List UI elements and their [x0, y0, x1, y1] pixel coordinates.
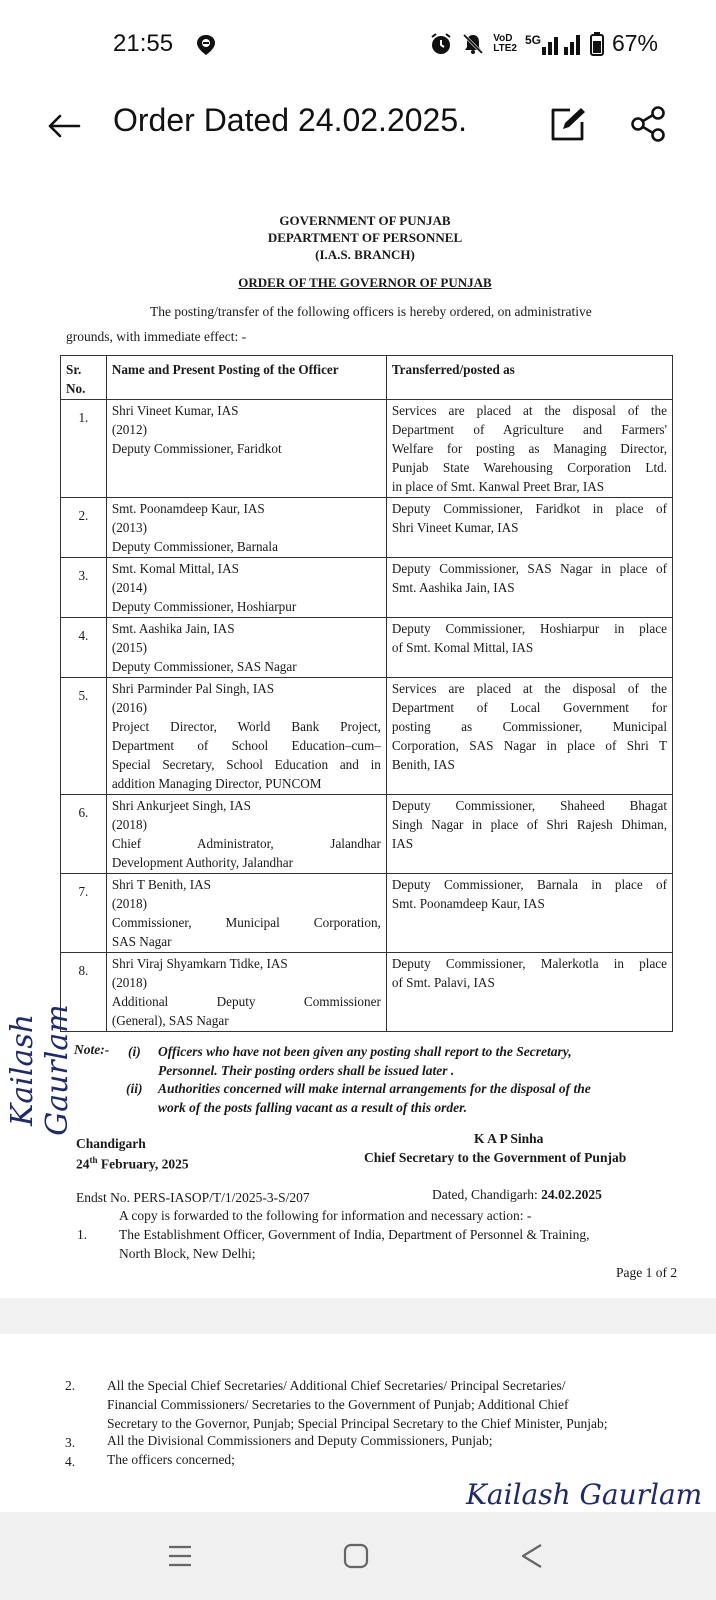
- row-officer: [106, 953, 386, 1032]
- transfer-line: Benith, IAS: [391, 757, 455, 772]
- note-1-line-2: Personnel. Their posting orders shall be issued later .: [158, 1063, 455, 1078]
- edit-icon: [548, 104, 588, 144]
- letterhead-line-3: (I.A.S. BRANCH): [315, 247, 415, 262]
- transfer-line: Deputy Commissioner, Hoshiarpur in place: [391, 621, 667, 636]
- row-transfer: [386, 558, 672, 618]
- back-triangle-icon: [517, 1541, 547, 1571]
- officer-present-posting: Deputy Commissioner, Faridkot: [111, 441, 282, 456]
- net-type: 5G: [524, 32, 541, 47]
- table-row: [61, 558, 673, 618]
- note-2-line-2: work of the posts falling vacant as a result of this order.: [158, 1100, 468, 1115]
- copy-item-4-number: 4.: [65, 1454, 76, 1469]
- copy-item-1-number: 1.: [77, 1227, 88, 1242]
- officer-batch: (2018): [111, 896, 147, 911]
- row-serial: 7.: [61, 874, 107, 953]
- officer-present-posting: Additional Deputy Commissioner: [111, 994, 381, 1009]
- copy-item-4-line: The officers concerned;: [107, 1452, 235, 1467]
- margin-signature: Kailash Gaurlam: [5, 1004, 75, 1136]
- edit-button[interactable]: [548, 104, 588, 144]
- signoff-date-day: 24: [76, 1156, 90, 1172]
- row-transfer: [386, 498, 672, 558]
- officer-name: Smt. Aashika Jain, IAS: [111, 621, 235, 636]
- transfer-line: in place of Smt. Kanwal Preet Brar, IAS: [391, 479, 605, 494]
- note-label: Note:-: [74, 1042, 110, 1057]
- officer-name: Shri Parminder Pal Singh, IAS: [111, 681, 275, 696]
- header-transfer: Transferred/posted as: [386, 356, 672, 400]
- signoff-date: [76, 1155, 189, 1173]
- intro-line-2: grounds, with immediate effect: -: [66, 329, 247, 344]
- home-icon: [341, 1541, 371, 1571]
- status-icons: [429, 30, 658, 57]
- page-title: Order Dated 24.02.2025.: [113, 102, 468, 138]
- row-transfer: [386, 874, 672, 953]
- back-button[interactable]: [44, 106, 84, 146]
- officer-batch: (2013): [111, 520, 147, 535]
- share-button[interactable]: [628, 104, 668, 144]
- row-transfer: [386, 400, 672, 498]
- transfer-line: Punjab State Warehousing Corporation Ltd.: [391, 460, 667, 475]
- row-officer: [106, 678, 386, 795]
- signal-dot-icon: [196, 34, 216, 56]
- officer-name: Shri T Benith, IAS: [111, 877, 211, 892]
- endst-number: [76, 1190, 310, 1206]
- endst-label: Endst No.: [76, 1190, 130, 1205]
- officer-batch: (2018): [111, 817, 147, 832]
- copy-item-3-number: 3.: [65, 1435, 76, 1450]
- signoff-date-rest: February, 2025: [100, 1156, 189, 1172]
- mute-icon: [461, 32, 485, 56]
- officer-present-posting: Commissioner, Municipal Corporation,: [111, 915, 381, 930]
- endst-dated-label: Dated, Chandigarh:: [432, 1187, 538, 1202]
- officer-present-posting: Special Secretary, School Education and in: [111, 757, 381, 772]
- endst-value: PERS-IASOP/T/1/2025-3-S/207: [133, 1190, 310, 1205]
- header-sr: Sr. No.: [61, 356, 107, 400]
- transfer-line: Deputy Commissioner, Malerkotla in place: [391, 956, 667, 971]
- copy-item-2-line-1: All the Special Chief Secretaries/ Additional Chief Secretaries/ Principal Secretaries/: [107, 1378, 566, 1393]
- transfer-line: of Smt. Komal Mittal, IAS: [391, 640, 534, 655]
- copy-item-2-line-3: Secretary to the Governor, Punjab; Special Principal Secretary to the Chief Minister, Punjab;: [107, 1416, 608, 1431]
- officer-batch: (2015): [111, 640, 147, 655]
- row-serial: 1.: [61, 400, 107, 498]
- table-row: [61, 678, 673, 795]
- officers-table: [60, 355, 673, 1032]
- officer-present-posting: Development Authority, Jalandhar: [111, 855, 293, 870]
- alarm-icon: [429, 32, 453, 56]
- bottom-signature: Kailash Gaurlam: [466, 1478, 703, 1511]
- recents-button[interactable]: [162, 1538, 198, 1574]
- officer-present-posting: Deputy Commissioner, SAS Nagar: [111, 659, 297, 674]
- page-separator: [0, 1298, 716, 1334]
- row-serial: 8.: [61, 953, 107, 1032]
- transfer-line: Deputy Commissioner, SAS Nagar in place of: [391, 561, 667, 576]
- intro-line-1: The posting/transfer of the following officers is hereby ordered, on administrative: [150, 304, 592, 319]
- officer-name: Shri Vineet Kumar, IAS: [111, 403, 239, 418]
- row-officer: [106, 618, 386, 678]
- signoff-date-sup: th: [89, 1155, 98, 1165]
- row-transfer: [386, 618, 672, 678]
- table-row: [61, 874, 673, 953]
- transfer-line: Department of Agriculture and Farmers': [391, 422, 667, 437]
- transfer-line: Deputy Commissioner, Faridkot in place of: [391, 501, 667, 516]
- officer-present-posting: (General), SAS Nagar: [111, 1013, 229, 1028]
- row-transfer: [386, 678, 672, 795]
- transfer-line: Department of Local Government for: [391, 700, 667, 715]
- officer-name: Shri Ankurjeet Singh, IAS: [111, 798, 252, 813]
- letterhead-line-2: DEPARTMENT OF PERSONNEL: [267, 230, 463, 245]
- copy-item-1-line-1: The Establishment Officer, Government of India, Department of Personnel & Training,: [119, 1227, 590, 1242]
- transfer-line: Welfare for posting as Managing Director,: [391, 441, 667, 456]
- status-time: 21:55: [113, 30, 174, 57]
- back-nav-button[interactable]: [514, 1538, 550, 1574]
- navigation-bar: [0, 1512, 716, 1600]
- transfer-line: Smt. Poonamdeep Kaur, IAS: [391, 896, 545, 911]
- recents-icon: [165, 1541, 195, 1571]
- row-serial: 4.: [61, 618, 107, 678]
- officer-batch: (2016): [111, 700, 147, 715]
- officer-present-posting: Deputy Commissioner, Barnala: [111, 539, 278, 554]
- row-officer: [106, 400, 386, 498]
- row-serial: 2.: [61, 498, 107, 558]
- transfer-line: Shri Vineet Kumar, IAS: [391, 520, 519, 535]
- copy-item-2-number: 2.: [65, 1378, 76, 1393]
- transfer-line: Singh Nagar in place of Shri Rajesh Dhiman,: [391, 817, 667, 832]
- row-officer: [106, 558, 386, 618]
- officer-batch: (2018): [111, 975, 147, 990]
- copy-item-3-line: All the Divisional Commissioners and Deputy Commissioners, Punjab;: [107, 1433, 493, 1448]
- transfer-line: posting as Commissioner, Municipal: [391, 719, 667, 734]
- row-serial: 5.: [61, 678, 107, 795]
- signatory-title: Chief Secretary to the Government of Punjab: [364, 1150, 627, 1165]
- back-arrow-icon: [47, 114, 81, 138]
- battery-icon: [590, 32, 604, 56]
- copy-item-2-line-2: Financial Commissioners/ Secretaries to the Government of Punjab; Additional Chief: [107, 1397, 569, 1412]
- header-name: Name and Present Posting of the Officer: [106, 356, 386, 400]
- row-transfer: [386, 953, 672, 1032]
- table-row: [61, 498, 673, 558]
- officer-present-posting: Chief Administrator, Jalandhar: [111, 836, 381, 851]
- table-row: [61, 795, 673, 874]
- officer-present-posting: Project Director, World Bank Project,: [111, 719, 381, 734]
- officer-present-posting: addition Managing Director, PUNCOM: [111, 776, 322, 791]
- transfer-line: Smt. Aashika Jain, IAS: [391, 580, 515, 595]
- net-label-top: VoD: [493, 32, 513, 44]
- officer-name: Smt. Komal Mittal, IAS: [111, 561, 239, 576]
- letterhead-line-1: GOVERNMENT OF PUNJAB: [279, 213, 451, 228]
- officer-name: Smt. Poonamdeep Kaur, IAS: [111, 501, 265, 516]
- app-bar: [0, 92, 716, 162]
- battery-percent: 67%: [611, 30, 658, 56]
- table-row: [61, 618, 673, 678]
- transfer-line: Deputy Commissioner, Shaheed Bhagat: [391, 798, 667, 813]
- row-serial: 6.: [61, 795, 107, 874]
- transfer-line: Corporation, SAS Nagar in place of Shri T: [391, 738, 667, 753]
- table-row: [61, 953, 673, 1032]
- signal-bars-icon: [525, 33, 582, 55]
- net-label-bottom: LTE2: [493, 42, 517, 54]
- signatory-name: K A P Sinha: [474, 1131, 544, 1146]
- home-button[interactable]: [338, 1538, 374, 1574]
- note-1-line-1: Officers who have not been given any posting shall report to the Secretary,: [158, 1044, 572, 1059]
- network-label: [493, 34, 517, 54]
- copy-forward-line: A copy is forwarded to the following for information and necessary action: -: [119, 1208, 532, 1223]
- officer-present-posting: SAS Nagar: [111, 934, 172, 949]
- note-2-number: (ii): [126, 1081, 143, 1096]
- officer-batch: (2014): [111, 580, 147, 595]
- share-icon: [628, 104, 668, 144]
- status-bar: [0, 0, 716, 92]
- officer-name: Shri Viraj Shyamkarn Tidke, IAS: [111, 956, 288, 971]
- transfer-line: of Smt. Palavi, IAS: [391, 975, 495, 990]
- row-officer: [106, 498, 386, 558]
- transfer-line: Services are placed at the disposal of the: [391, 403, 667, 418]
- copy-item-1-line-2: North Block, New Delhi;: [119, 1246, 256, 1261]
- table-row: [61, 400, 673, 498]
- officer-present-posting: Department of School Education–cum–: [111, 738, 381, 753]
- endst-dated-value: 24.02.2025: [541, 1187, 602, 1202]
- transfer-line: IAS: [391, 836, 414, 851]
- row-transfer: [386, 795, 672, 874]
- transfer-line: Deputy Commissioner, Barnala in place of: [391, 877, 667, 892]
- table-header-row: [61, 356, 673, 400]
- row-officer: [106, 795, 386, 874]
- row-serial: 3.: [61, 558, 107, 618]
- order-title: ORDER OF THE GOVERNOR OF PUNJAB: [238, 275, 492, 290]
- row-officer: [106, 874, 386, 953]
- officer-present-posting: Deputy Commissioner, Hoshiarpur: [111, 599, 297, 614]
- note-1-number: (i): [128, 1044, 141, 1059]
- officer-batch: (2012): [111, 422, 147, 437]
- transfer-line: Services are placed at the disposal of the: [391, 681, 667, 696]
- note-2-line-1: Authorities concerned will make internal arrangements for the disposal of the: [158, 1081, 591, 1096]
- signoff-place: Chandigarh: [76, 1136, 146, 1151]
- endst-dated: [432, 1187, 602, 1203]
- page-number: Page 1 of 2: [616, 1265, 678, 1280]
